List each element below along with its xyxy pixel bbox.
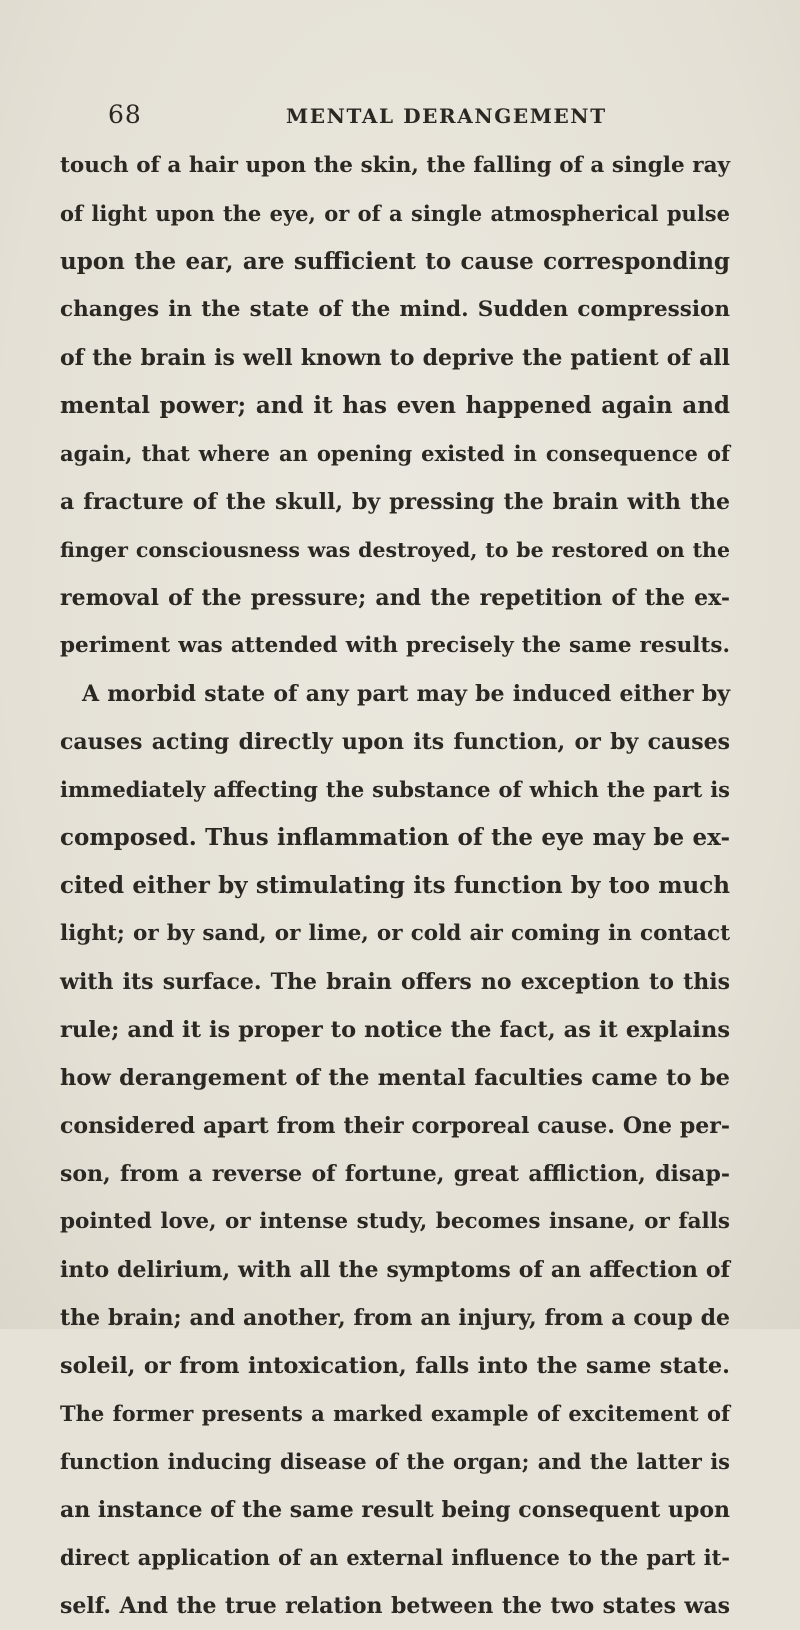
text-line: again, that where an opening existed in consequence of xyxy=(60,441,730,466)
text-line: with its surface. The brain offers no exception to this xyxy=(60,969,730,995)
text-line: mental power; and it has even happened again and xyxy=(60,392,730,419)
text-line: periment was attended with precisely the same results. xyxy=(60,633,730,658)
text-line: touch of a hair upon the skin, the falling of a single ray xyxy=(60,153,730,178)
paragraph-start-line: A morbid state of any part may be induced either by xyxy=(82,681,730,707)
text-line: light; or by sand, or lime, or cold air coming in contact xyxy=(60,921,730,946)
text-line: The former presents a marked example of excitement of xyxy=(60,1401,730,1426)
text-line: changes in the state of the mind. Sudden compression xyxy=(60,297,730,322)
text-line: rule; and it is proper to notice the fact, as it explains xyxy=(60,1017,730,1043)
text-line: removal of the pressure; and the repetition of the ex- xyxy=(60,585,730,611)
body-text xyxy=(60,142,730,1630)
running-head xyxy=(108,100,718,140)
text-line: of the brain is well known to deprive the patient of all xyxy=(60,345,730,371)
text-line: soleil, or from intoxication, falls into the same state. xyxy=(60,1353,730,1379)
text-line: immediately affecting the substance of which the part is xyxy=(60,777,730,802)
text-line: an instance of the same result being consequent upon xyxy=(60,1497,730,1523)
text-line: a fracture of the skull, by pressing the brain with the xyxy=(60,489,730,515)
text-line: considered apart from their corporeal cause. One per- xyxy=(60,1113,730,1139)
text-line: composed. Thus inflammation of the eye may be ex- xyxy=(60,824,730,851)
text-line: self. And the true relation between the two states was xyxy=(60,1593,730,1619)
text-line: cited either by stimulating its function by too much xyxy=(60,872,730,899)
text-line: of light upon the eye, or of a single atmospherical pulse xyxy=(60,201,730,226)
text-line: the brain; and another, from an injury, from a coup de xyxy=(60,1305,730,1331)
text-line: son, from a reverse of fortune, great affliction, disap- xyxy=(60,1161,730,1187)
text-line: pointed love, or intense study, becomes insane, or falls xyxy=(60,1209,730,1234)
text-line: upon the ear, are sufficient to cause corresponding xyxy=(60,248,730,275)
text-line: how derangement of the mental faculties came to be xyxy=(60,1065,730,1091)
text-line: causes acting directly upon its function, or by causes xyxy=(60,729,730,755)
running-title: MENTAL DERANGEMENT xyxy=(286,104,607,128)
text-line: into delirium, with all the symptoms of an affection of xyxy=(60,1257,730,1283)
text-line: direct application of an external influence to the part it- xyxy=(60,1545,730,1570)
text-line: function inducing disease of the organ; and the latter is xyxy=(60,1449,730,1474)
text-line: finger consciousness was destroyed, to be restored on the xyxy=(60,538,730,562)
page-number: 68 xyxy=(108,100,142,129)
